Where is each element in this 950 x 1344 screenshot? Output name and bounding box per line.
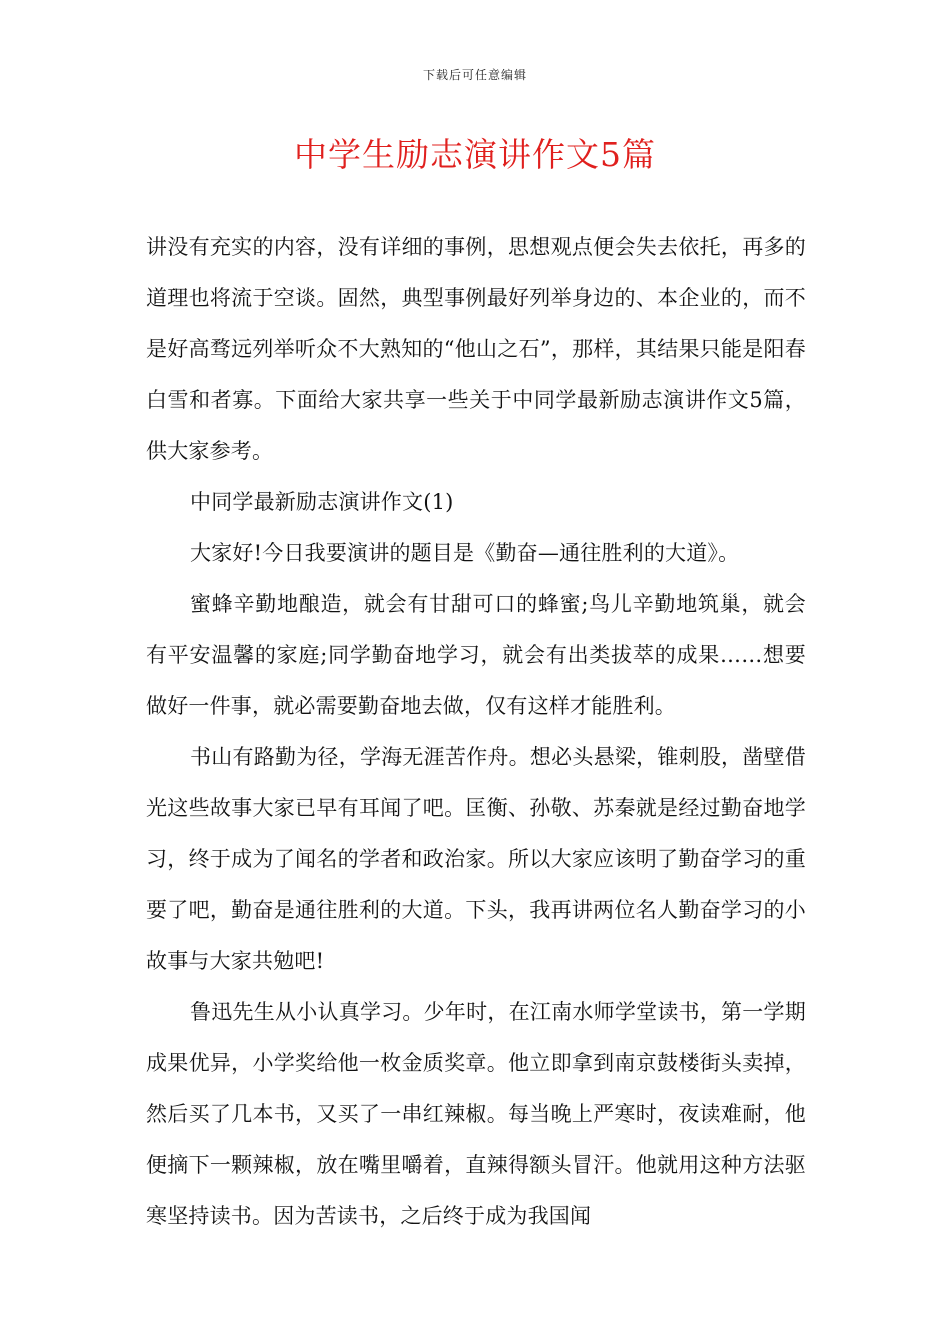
body-paragraph: 书山有路勤为径，学海无涯苦作舟。想必头悬梁，锥刺股，凿壁借光这些故事大家已早有耳闻了吧。匡衡、孙敬、苏秦就是经过勤奋地学习，终于成为了闻名的学者和政治家。所以大家应该明了勤奋学习的重要了吧，勤奋是通往胜利的大道。下头，我再讲两位名人勤奋学习的小故事与大家共勉吧! — [146, 745, 806, 973]
document-title: 中学生励志演讲作文5篇 — [294, 135, 656, 174]
document-body — [146, 222, 806, 1242]
greeting-paragraph: 大家好!今日我要演讲的题目是《勤奋—通往胜利的大道》。 — [190, 541, 740, 565]
section-heading: 中同学最新励志演讲作文(1) — [190, 490, 454, 514]
body-paragraph: 鲁迅先生从小认真学习。少年时，在江南水师学堂读书，第一学期成果优异，小学奖给他一枚金质奖章。他立即拿到南京鼓楼街头卖掉，然后买了几本书，又买了一串红辣椒。每当晚上严寒时，夜读难耐，他便摘下一颗辣椒，放在嘴里嚼着，直辣得额头冒汗。他就用这种方法驱寒坚持读书。因为苦读书，之后终于成为我国闻 — [146, 1000, 806, 1228]
header-note: 下载后可任意编辑 — [422, 68, 527, 82]
body-paragraph: 蜜蜂辛勤地酿造，就会有甘甜可口的蜂蜜;鸟儿辛勤地筑巢，就会有平安温馨的家庭;同学勤奋地学习，就会有出类拔萃的成果……想要做好一件事，就必需要勤奋地去做，仅有这样才能胜利。 — [146, 592, 806, 718]
intro-paragraph: 讲没有充实的内容，没有详细的事例，思想观点便会失去依托，再多的道理也将流于空谈。固然，典型事例最好列举身边的、本企业的，而不是好高骛远列举听众不大熟知的“他山之石”，那样，其结果只能是阳春白雪和者寡。下面给大家共享一些关于中同学最新励志演讲作文5篇，供大家参考。 — [146, 235, 806, 463]
